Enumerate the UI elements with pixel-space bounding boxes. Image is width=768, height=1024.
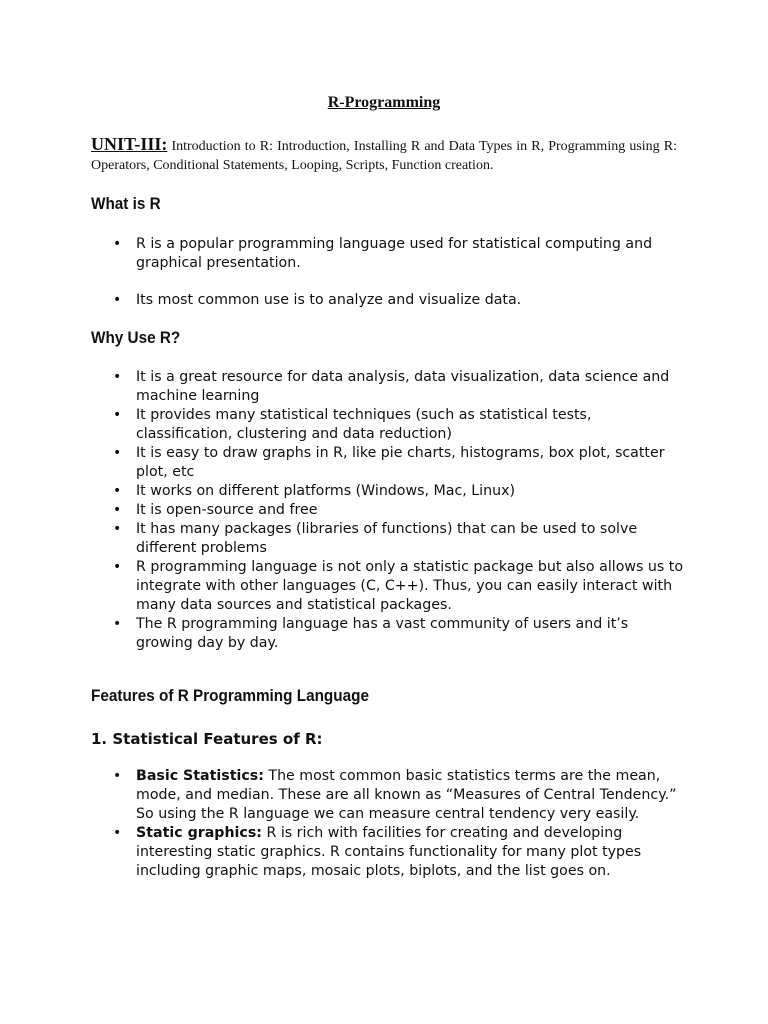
page-title: R-Programming xyxy=(327,94,441,111)
list-item xyxy=(0,558,768,615)
list-item xyxy=(0,501,768,520)
feature-term: Basic Statistics: xyxy=(136,768,264,784)
unit-description xyxy=(91,135,677,175)
list-item-text: It is a great resource for data analysis, data visualization, data science and machine learning xyxy=(136,369,670,404)
list-item-text: R is a popular programming language used for statistical computing and graphical presentation. xyxy=(136,236,653,271)
bullet-icon: • xyxy=(113,616,122,632)
list-item-text: It provides many statistical techniques (such as statistical tests, classification, clustering and data reduction) xyxy=(136,407,592,442)
list-item-text: It is easy to draw graphs in R, like pie charts, histograms, box plot, scatter plot, etc xyxy=(136,445,665,480)
list-item xyxy=(0,767,768,824)
list-item xyxy=(0,368,768,406)
list-item xyxy=(0,824,768,881)
list-item-text: Its most common use is to analyze and visualize data. xyxy=(136,292,522,308)
what-is-r-list xyxy=(0,235,768,310)
bullet-icon: • xyxy=(113,369,122,385)
why-use-r-list xyxy=(0,368,768,653)
heading-what-is-r: What is R xyxy=(91,194,161,213)
heading-why-use-r: Why Use R? xyxy=(91,328,181,347)
bullet-icon: • xyxy=(113,407,122,423)
bullet-icon: • xyxy=(113,236,122,252)
bullet-icon: • xyxy=(113,483,122,499)
feature-text: R is rich with facilities for creating and developing interesting static graphics. R contains functionality for many plot types including graphic maps, mosaic plots, biplots, and the list goes on. xyxy=(136,825,642,879)
list-item-text: The R programming language has a vast community of users and it’s growing day by day. xyxy=(136,616,629,651)
bullet-icon: • xyxy=(113,559,122,575)
bullet-icon: • xyxy=(113,825,122,841)
bullet-icon: • xyxy=(113,292,122,308)
features-list xyxy=(0,767,768,881)
list-item-text: It works on different platforms (Windows, Mac, Linux) xyxy=(136,483,516,499)
list-item xyxy=(0,291,768,310)
feature-term: Static graphics: xyxy=(136,825,262,841)
feature-text: The most common basic statistics terms are the mean, mode, and median. These are all known as “Measures of Central Tendency.” So using the R language we can measure central tendency very easily. xyxy=(136,768,677,822)
unit-label: UNIT-III: xyxy=(91,134,168,154)
bullet-icon: • xyxy=(113,502,122,518)
bullet-icon: • xyxy=(113,521,122,537)
list-item xyxy=(0,444,768,482)
list-item-text: R programming language is not only a statistic package but also allows us to integrate with other languages (C, C++). Thus, you can easily interact with many data sources and statistical packages. xyxy=(136,559,684,613)
unit-text: Introduction to R: Introduction, Installing R and Data Types in R, Programming using R: Operators, Conditional Statements, Looping, Scripts, Function creation. xyxy=(91,139,677,173)
list-item xyxy=(0,482,768,501)
list-item xyxy=(0,235,768,273)
list-item xyxy=(0,615,768,653)
bullet-icon: • xyxy=(113,445,122,461)
list-item-text: It has many packages (libraries of functions) that can be used to solve different problems xyxy=(136,521,638,556)
subheading-statistical-features: 1. Statistical Features of R: xyxy=(91,730,323,748)
list-item xyxy=(0,520,768,558)
heading-features: Features of R Programming Language xyxy=(91,686,370,705)
bullet-icon: • xyxy=(113,768,122,784)
list-item xyxy=(0,406,768,444)
list-item-text: It is open-source and free xyxy=(136,502,318,518)
